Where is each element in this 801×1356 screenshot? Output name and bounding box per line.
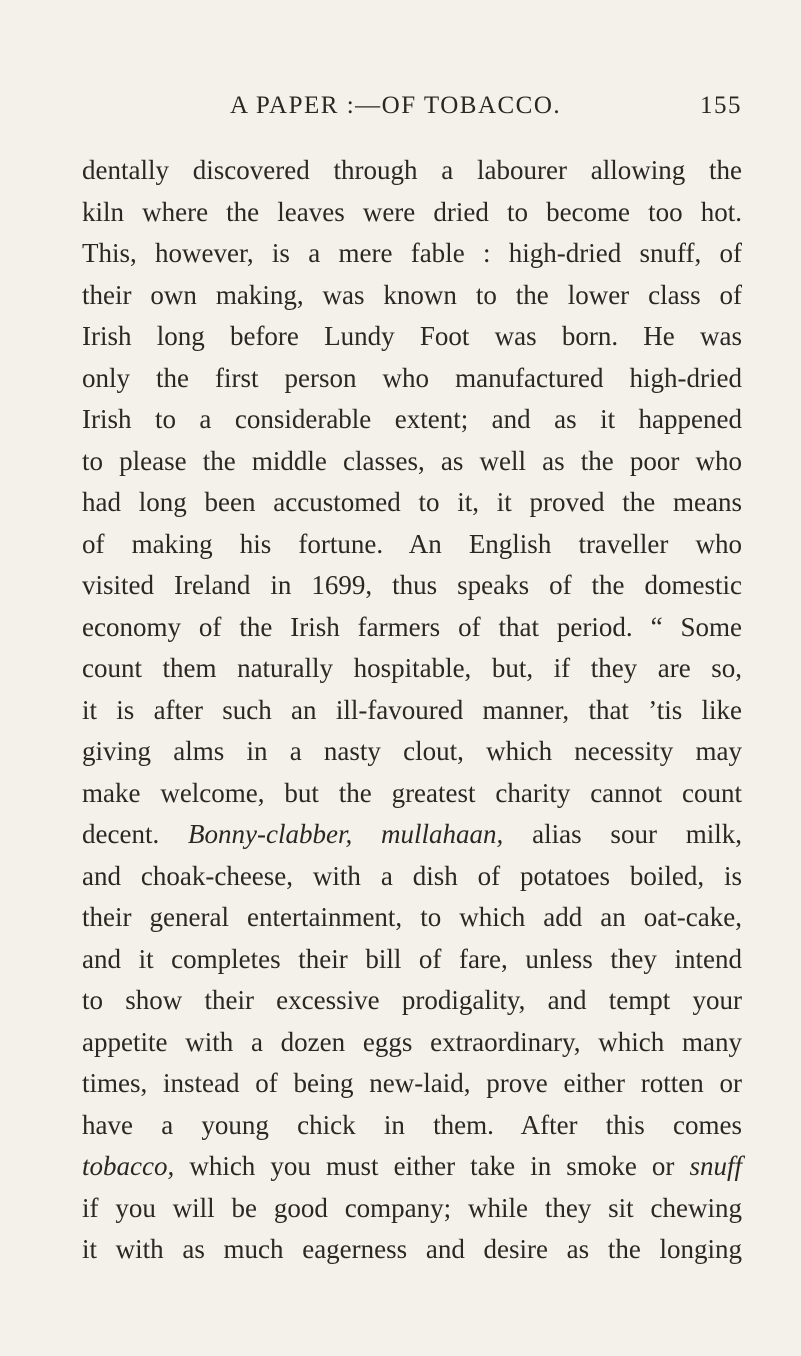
text-line [82, 939, 742, 981]
text-segment: their general entertainment, to which add an oat-cake, [82, 902, 742, 932]
text-line [82, 565, 742, 607]
text-segment: economy of the Irish farmers of that period. “ Some [82, 611, 742, 642]
text-line [82, 607, 742, 649]
text-line [82, 524, 742, 566]
text-segment: which you must either take in smoke or [174, 1151, 690, 1181]
text-segment: decent. [82, 819, 189, 849]
italic-text-segment: Bonny-clabber, mullahaan, [188, 819, 504, 849]
text-line [82, 233, 742, 275]
running-head [82, 92, 742, 132]
text-segment: count them naturally hospitable, but, if they are so, [82, 653, 742, 683]
text-line [82, 275, 742, 317]
text-segment: make welcome, but the greatest charity cannot count [82, 777, 742, 808]
text-line [82, 980, 742, 1022]
text-line [82, 690, 742, 732]
text-segment: alias sour milk, [503, 819, 743, 849]
text-segment: Irish long before Lundy Foot was born. He was [82, 321, 742, 351]
text-segment: it is after such an ill-favoured manner, that ’tis like [82, 694, 742, 725]
text-line [82, 1229, 742, 1271]
text-segment: to please the middle classes, as well as the poor who [82, 445, 742, 476]
text-segment: dentally discovered through a labourer allowing the [82, 155, 742, 185]
text-segment: giving alms in a nasty clout, which necessity may [82, 736, 742, 766]
text-line [82, 897, 742, 939]
text-line [82, 1146, 742, 1188]
text-line [82, 1105, 742, 1147]
text-segment: had long been accustomed to it, it proved the means [82, 487, 742, 517]
text-segment: their own making, was known to the lower class of [82, 279, 742, 310]
text-line [82, 399, 742, 441]
text-segment: only the first person who manufactured high-dried [82, 362, 742, 393]
text-segment: to show their excessive prodigality, and tempt your [82, 985, 742, 1015]
text-segment: and it completes their bill of fare, unless they intend [82, 943, 742, 974]
text-segment: it with as much eagerness and desire as the longing [82, 1234, 742, 1264]
italic-text-segment: tobacco, [82, 1151, 175, 1181]
body-text [82, 150, 742, 1271]
text-segment: of making his fortune. An English traveller who [82, 528, 742, 559]
text-line [82, 316, 742, 358]
text-segment: kiln where the leaves were dried to become too hot. [82, 196, 742, 227]
text-segment: This, however, is a mere fable : high-dried snuff, of [82, 238, 742, 268]
text-line [82, 773, 742, 815]
text-segment: if you will be good company; while they sit chewing [82, 1192, 742, 1223]
text-line [82, 1022, 742, 1064]
text-line [82, 150, 742, 192]
text-line [82, 648, 742, 690]
text-segment: visited Ireland in 1699, thus speaks of the domestic [82, 570, 742, 600]
text-line [82, 814, 742, 856]
text-line [82, 1063, 742, 1105]
page-number: 155 [700, 92, 742, 119]
text-line [82, 192, 742, 234]
text-line [82, 358, 742, 400]
text-segment: Irish to a considerable extent; and as it happened [82, 404, 742, 434]
text-segment: times, instead of being new-laid, prove either rotten or [82, 1068, 742, 1098]
text-segment: appetite with a dozen eggs extraordinary, which many [82, 1026, 742, 1057]
text-line [82, 731, 742, 773]
text-line [82, 1188, 742, 1230]
text-segment: and choak-cheese, with a dish of potatoes boiled, is [82, 860, 742, 891]
text-segment: have a young chick in them. After this comes [82, 1109, 742, 1140]
running-title: A PAPER :—OF TOBACCO. [230, 92, 562, 119]
text-line [82, 856, 742, 898]
text-line [82, 482, 742, 524]
text-line [82, 441, 742, 483]
italic-text-segment: snuff [689, 1151, 742, 1181]
